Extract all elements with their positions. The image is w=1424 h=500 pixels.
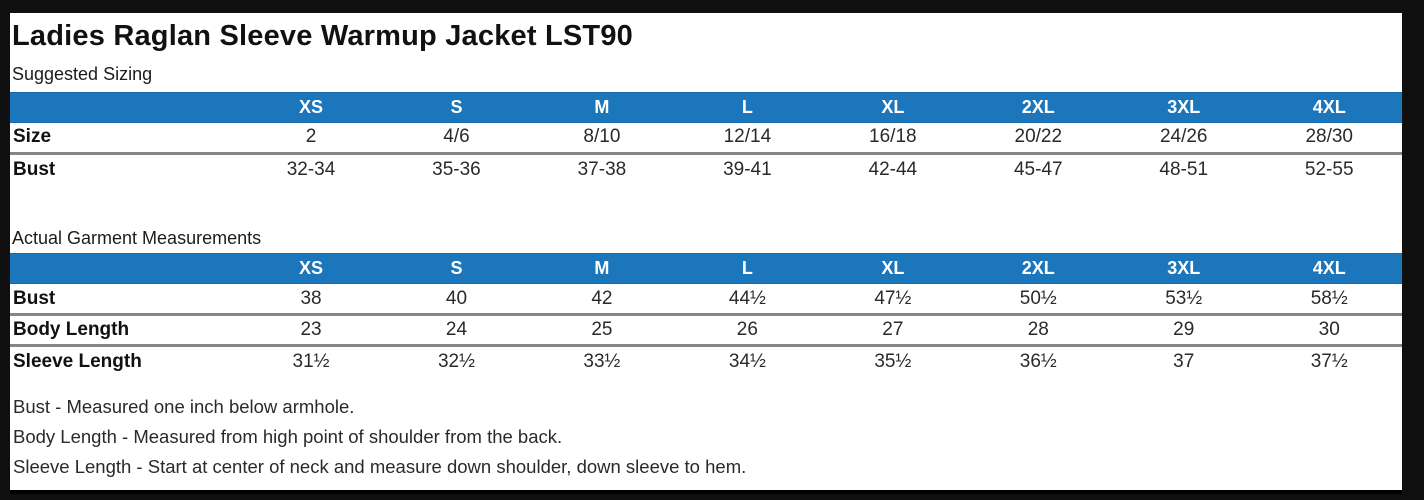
table-row bbox=[10, 315, 1402, 346]
measurement-cell: 30 bbox=[1318, 319, 1340, 341]
size-column-s: S bbox=[384, 92, 529, 122]
measurement-cell: 44½ bbox=[728, 287, 766, 309]
row-label: Size bbox=[13, 126, 52, 148]
size-column-3xl: 3XL bbox=[1111, 254, 1256, 284]
measurement-cell: 36½ bbox=[1019, 351, 1057, 373]
measurement-cell: 37½ bbox=[1310, 351, 1348, 373]
size-column-m: M bbox=[529, 254, 674, 284]
size-column-xs: XS bbox=[238, 254, 383, 284]
measurement-cell: 40 bbox=[445, 287, 468, 309]
size-header-row bbox=[10, 92, 1402, 122]
footnote-body-length: Body Length - Measured from high point of shoulder from the back. bbox=[13, 425, 563, 447]
table-row bbox=[10, 153, 1402, 184]
measurement-cell: 42-44 bbox=[868, 158, 918, 180]
row-label: Bust bbox=[13, 158, 56, 180]
measurement-cell: 25 bbox=[591, 319, 613, 341]
size-column-l: L bbox=[675, 254, 820, 284]
size-column-3xl: 3XL bbox=[1111, 92, 1256, 122]
size-column-l: L bbox=[675, 92, 820, 122]
garment-measurements-table bbox=[10, 253, 1402, 377]
footnote-bust: Bust - Measured one inch below armhole. bbox=[13, 395, 355, 417]
row-label: Sleeve Length bbox=[13, 351, 142, 373]
measurement-cell: 12/14 bbox=[723, 126, 772, 148]
size-column-s: S bbox=[384, 254, 529, 284]
measurement-cell: 53½ bbox=[1165, 287, 1203, 309]
measurement-cell: 42 bbox=[591, 287, 613, 309]
measurement-cell: 45-47 bbox=[1013, 158, 1063, 180]
measurement-cell: 8/10 bbox=[583, 126, 621, 148]
measurement-cell: 2 bbox=[305, 126, 317, 148]
size-column-2xl: 2XL bbox=[966, 92, 1111, 122]
page-title: Ladies Raglan Sleeve Warmup Jacket LST90 bbox=[12, 20, 634, 52]
size-column-4xl: 4XL bbox=[1256, 254, 1402, 284]
measurement-cell: 20/22 bbox=[1014, 126, 1063, 148]
row-label-column bbox=[10, 92, 238, 122]
measurement-cell: 29 bbox=[1173, 319, 1195, 341]
size-column-xs: XS bbox=[238, 92, 383, 122]
measurement-cell: 24 bbox=[445, 319, 468, 341]
row-label: Body Length bbox=[13, 319, 130, 341]
row-label-column bbox=[10, 254, 238, 284]
measurement-cell: 32½ bbox=[437, 351, 475, 373]
measurement-cell: 32-34 bbox=[286, 158, 336, 180]
table-row bbox=[10, 122, 1402, 153]
size-column-xl: XL bbox=[820, 92, 965, 122]
measurement-cell: 33½ bbox=[583, 351, 621, 373]
footnotes bbox=[10, 396, 1402, 477]
measurement-cell: 38 bbox=[300, 287, 322, 309]
measurement-cell: 47½ bbox=[874, 287, 912, 309]
size-column-4xl: 4XL bbox=[1256, 92, 1402, 122]
measurement-cell: 31½ bbox=[292, 351, 330, 373]
measurement-cell: 27 bbox=[882, 319, 904, 341]
size-chart-panel bbox=[10, 13, 1402, 494]
table-row bbox=[10, 284, 1402, 315]
measurement-cell: 35½ bbox=[874, 351, 912, 373]
row-label: Bust bbox=[13, 287, 56, 309]
measurement-cell: 26 bbox=[736, 319, 758, 341]
measurement-cell: 34½ bbox=[728, 351, 766, 373]
table-row bbox=[10, 346, 1402, 377]
measurement-cell: 58½ bbox=[1310, 287, 1348, 309]
measurement-cell: 39-41 bbox=[723, 158, 772, 180]
measurement-cell: 52-55 bbox=[1304, 158, 1354, 180]
suggested-sizing-table bbox=[10, 92, 1402, 185]
measurement-cell: 28 bbox=[1027, 319, 1049, 341]
measurement-cell: 50½ bbox=[1019, 287, 1057, 309]
size-header-row bbox=[10, 254, 1402, 284]
section-label-garment-measurements: Actual Garment Measurements bbox=[12, 228, 262, 249]
measurement-cell: 28/30 bbox=[1305, 126, 1353, 148]
measurement-cell: 16/18 bbox=[869, 126, 917, 148]
measurement-cell: 4/6 bbox=[443, 126, 470, 148]
section-label-suggested-sizing: Suggested Sizing bbox=[12, 63, 153, 84]
measurement-cell: 37 bbox=[1173, 351, 1195, 373]
measurement-cell: 23 bbox=[300, 319, 322, 341]
size-column-m: M bbox=[529, 92, 674, 122]
measurement-cell: 48-51 bbox=[1159, 158, 1209, 180]
size-column-xl: XL bbox=[820, 254, 965, 284]
size-column-2xl: 2XL bbox=[966, 254, 1111, 284]
measurement-cell: 35-36 bbox=[432, 158, 481, 180]
footnote-sleeve-length: Sleeve Length - Start at center of neck and measure down shoulder, down sleeve to hem. bbox=[13, 455, 747, 477]
measurement-cell: 24/26 bbox=[1159, 126, 1208, 148]
measurement-cell: 37-38 bbox=[577, 158, 627, 180]
